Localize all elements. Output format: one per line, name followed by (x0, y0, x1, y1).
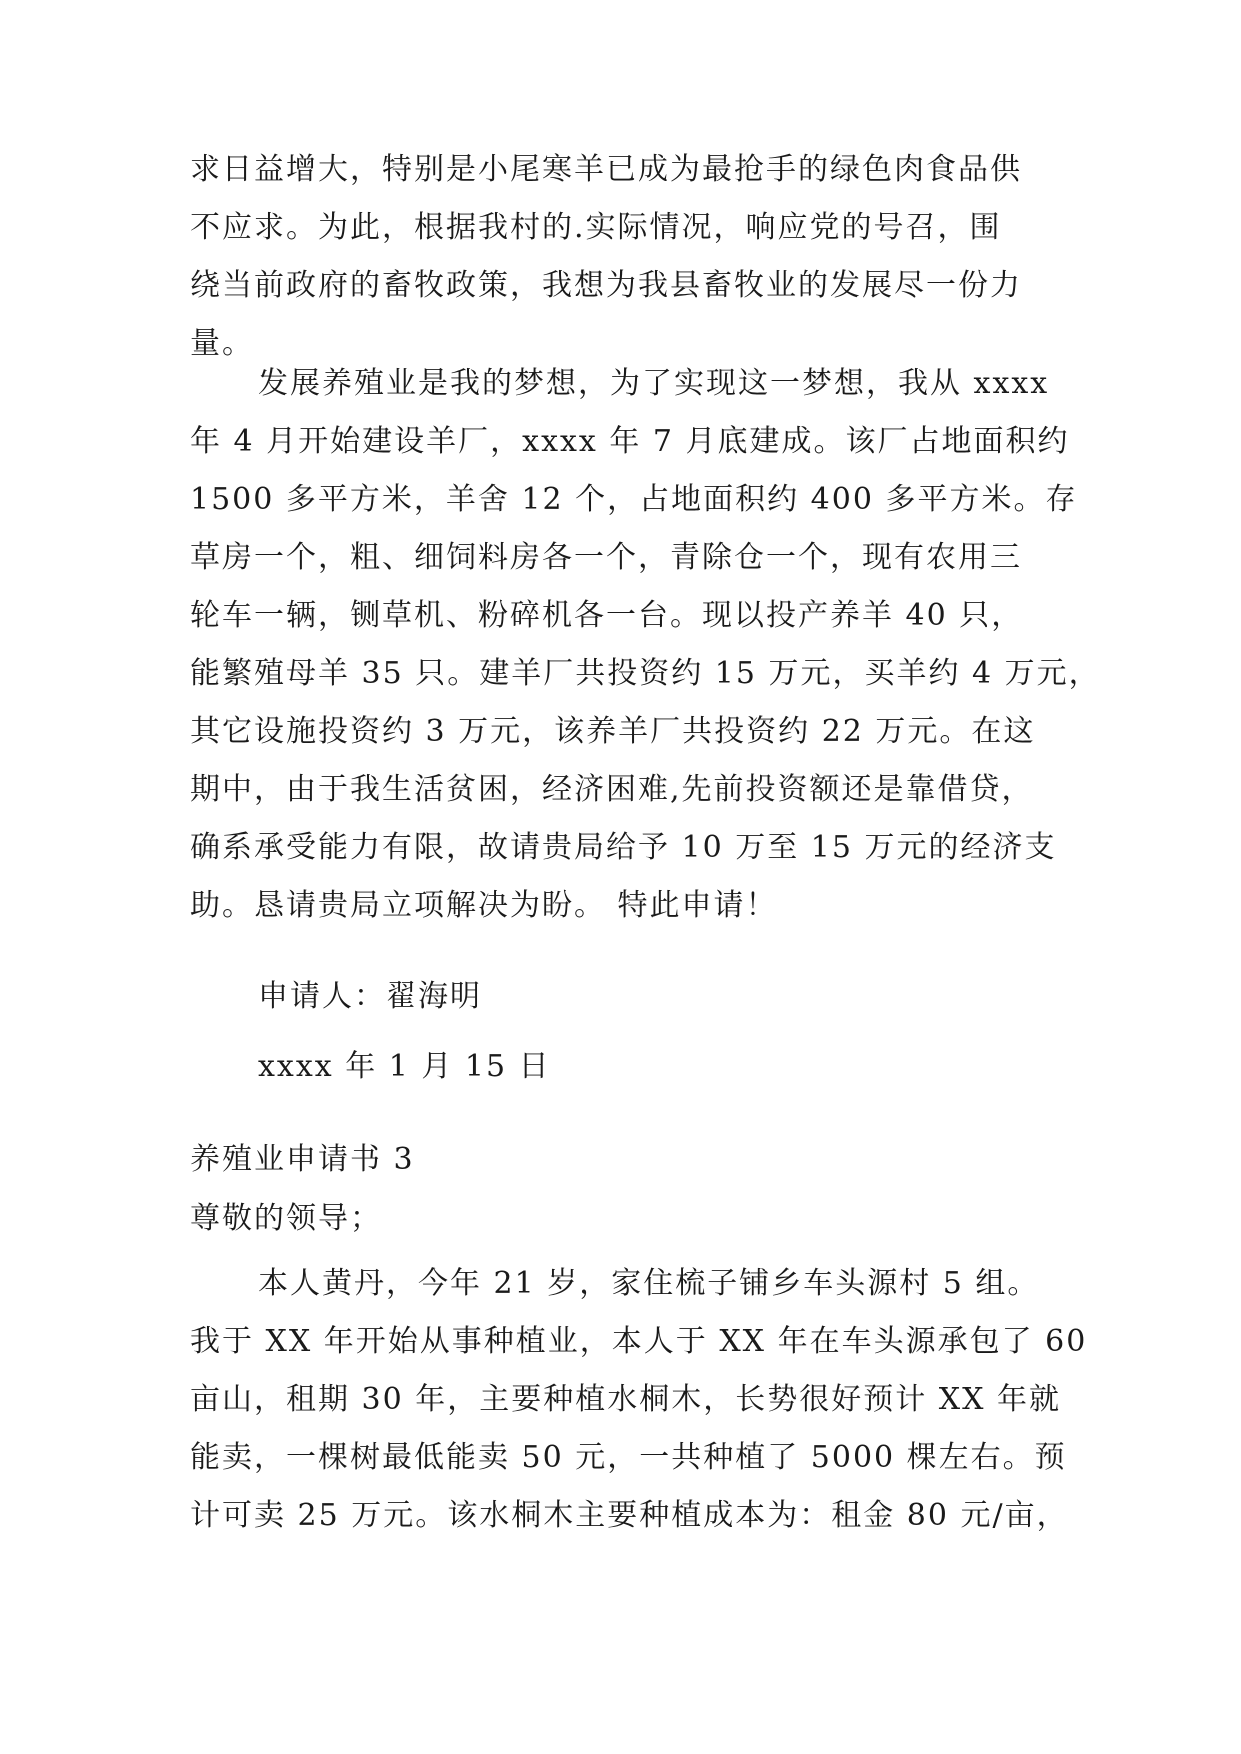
signature-date: xxxx 年 1 月 15 日 (258, 1049, 551, 1084)
paragraph-continuation (190, 141, 1060, 373)
text-line: 不应求。为此，根据我村的.实际情况，响应党的号召，围 (190, 210, 1002, 245)
text-line: 能繁殖母羊 35 只。建羊厂共投资约 15 万元，买羊约 4 万元， (190, 656, 1101, 691)
text-line: 助。恳请贵局立项解决为盼。 特此申请！ (190, 888, 778, 923)
text-line: 绕当前政府的畜牧政策，我想为我县畜牧业的发展尽一份力 (190, 268, 1022, 303)
text-line: 我于 XX 年开始从事种植业，本人于 XX 年在车头源承包了 60 (190, 1324, 1088, 1359)
text-line: 轮车一辆，铡草机、粉碎机各一台。现以投产养羊 40 只， (190, 598, 1024, 633)
text-line: 本人黄丹，今年 21 岁，家住梳子铺乡车头源村 5 组。 (258, 1266, 1040, 1301)
paragraph-sheep-farm (190, 355, 1101, 935)
salutation: 尊敬的领导； (190, 1201, 382, 1236)
text-line: 期中，由于我生活贫困，经济困难,先前投资额还是靠借贷， (190, 772, 1034, 807)
text-line: 其它设施投资约 3 万元，该养羊厂共投资约 22 万元。在这 (190, 714, 1036, 749)
text-line: 能卖，一棵树最低能卖 50 元，一共种植了 5000 棵左右。预 (190, 1440, 1067, 1475)
paragraph-tree-planting (190, 1255, 1088, 1545)
text-line: 发展养殖业是我的梦想，为了实现这一梦想，我从 xxxx (258, 366, 1050, 401)
text-line: 1500 多平方米，羊舍 12 个，占地面积约 400 多平方米。存 (190, 482, 1078, 517)
text-line: 量。 (190, 326, 254, 361)
applicant-name: 申请人：翟海明 (258, 979, 482, 1014)
text-line: 亩山，租期 30 年，主要种植水桐木，长势很好预计 XX 年就 (190, 1382, 1062, 1417)
text-line: 确系承受能力有限，故请贵局给予 10 万至 15 万元的经济支 (190, 830, 1057, 865)
section-title: 养殖业申请书 3 (190, 1142, 415, 1177)
text-line: 计可卖 25 万元。该水桐木主要种植成本为：租金 80 元/亩， (190, 1498, 1069, 1533)
text-line: 年 4 月开始建设羊厂，xxxx 年 7 月底建成。该厂占地面积约 (190, 424, 1070, 459)
text-line: 求日益增大，特别是小尾寒羊已成为最抢手的绿色肉食品供 (190, 152, 1022, 187)
signature-block (190, 968, 1060, 1096)
text-line: 草房一个，粗、细饲料房各一个，青除仓一个，现有农用三 (190, 540, 1022, 575)
